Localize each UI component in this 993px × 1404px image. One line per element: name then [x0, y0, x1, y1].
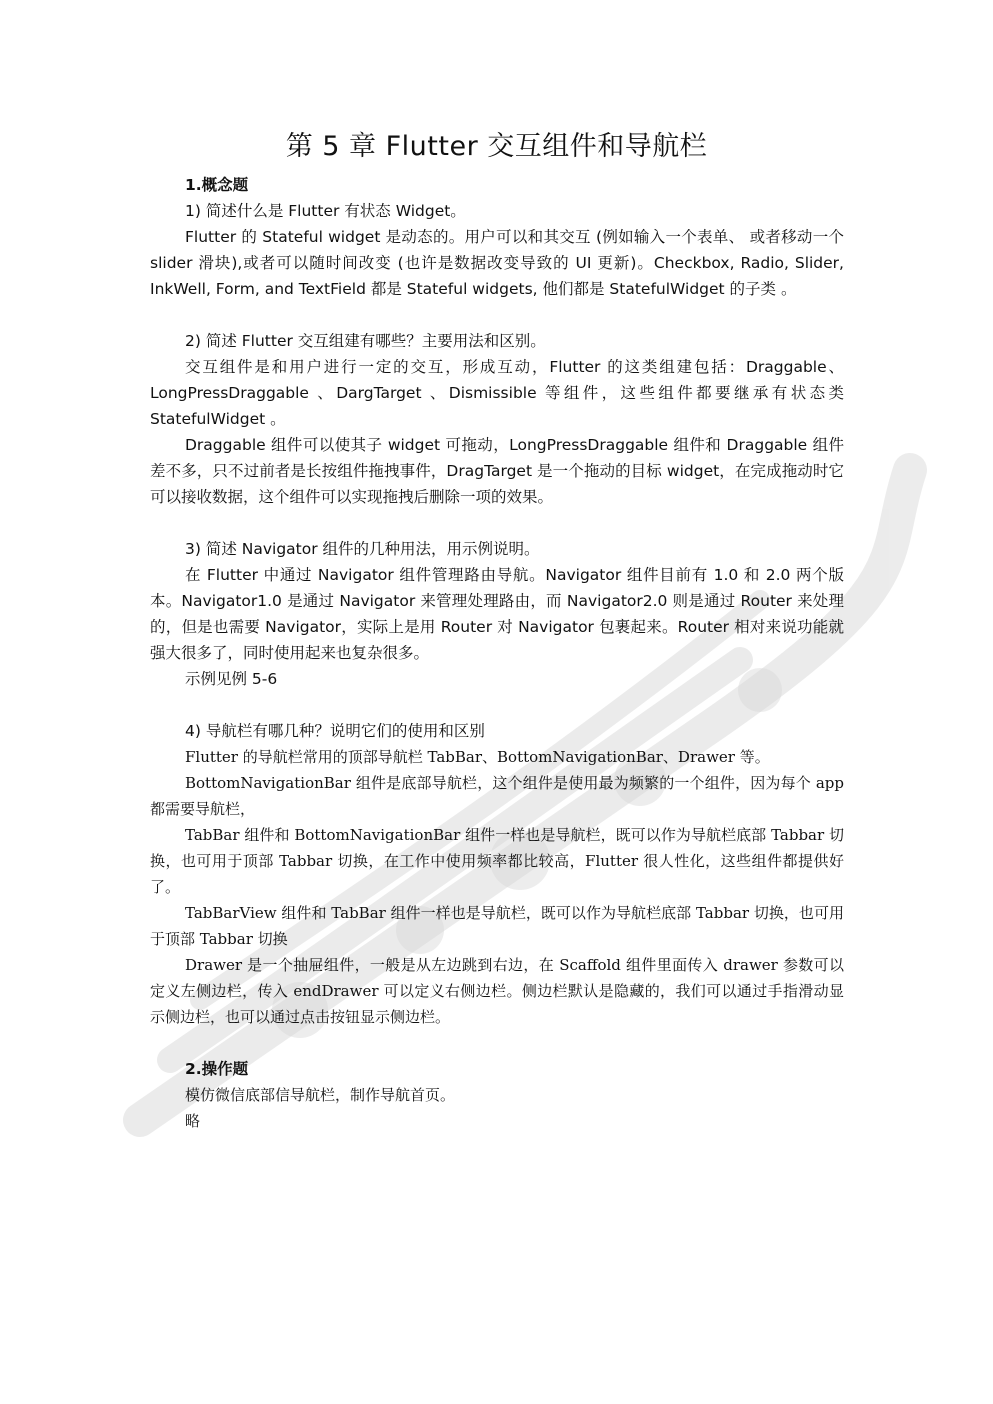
answer-paragraph: Draggable 组件可以使其子 widget 可拖动，LongPressDraggable 组件和 Draggable 组件差不多，只不过前者是长按组件拖拽事件，DragTarget 是一个拖动的目标 widget，在完成拖动时它可以接收数据，这个组件可以实现拖拽后删除一项的效果。: [150, 436, 844, 506]
answer-paragraph: 示例见例 5-6: [185, 670, 278, 688]
question-4: 4) 导航栏有哪几种？说明它们的使用和区别: [185, 722, 485, 740]
answer-paragraph: TabBar 组件和 BottomNavigationBar 组件一样也是导航栏，既可以作为导航栏底部 Tabbar 切换，也可用于顶部 Tabbar 切换，在工作中使用频率都比较高，Flutter 很人性化，这些组件都提供好了。: [150, 826, 844, 896]
answer-paragraph: 在 Flutter 中通过 Navigator 组件管理路由导航。Navigator 组件目前有 1.0 和 2.0 两个版本。Navigator1.0 是通过 Navigator 来管理处理路由，而 Navigator2.0 则是通过 Router 来处理的，但是也需要 Navigator，实际上是用 Router 对 Navigator 包裹起来。Router 相对来说功能就强大很多了，同时使用起来也复杂很多。: [150, 566, 844, 662]
question-2: 2) 简述 Flutter 交互组建有哪些？主要用法和区别。: [185, 332, 546, 350]
answer-paragraph: Flutter 的导航栏常用的顶部导航栏 TabBar、BottomNavigationBar、Drawer 等。: [185, 748, 770, 766]
spacer: [150, 510, 844, 536]
answer-paragraph: Flutter 的 Stateful widget 是动态的。用户可以和其交互 (例如输入一个表单、 或者移动一个 slider 滑块),或者可以随时间改变 (也许是数据改变导致的 UI 更新)。Checkbox, Radio, Slider, InkWell, Form, and TextField 都是 Stateful widgets, 他们都是 StatefulWidget 的子类 。: [150, 228, 844, 298]
spacer: [150, 302, 844, 328]
question-3: 3) 简述 Navigator 组件的几种用法，用示例说明。: [185, 540, 540, 558]
question-1: 1) 简述什么是 Flutter 有状态 Widget。: [185, 202, 466, 220]
section-heading: 2.操作题: [185, 1060, 249, 1078]
answer-paragraph: 模仿微信底部信导航栏，制作导航首页。: [185, 1086, 456, 1104]
answer-paragraph: Drawer 是一个抽屉组件，一般是从左边跳到右边，在 Scaffold 组件里面传入 drawer 参数可以定义左侧边栏，传入 endDrawer 可以定义右侧边栏。侧边栏默认是隐藏的，我们可以通过手指滑动显示侧边栏，也可以通过点击按钮显示侧边栏。: [150, 956, 844, 1026]
spacer: [150, 1030, 844, 1056]
spacer: [150, 692, 844, 718]
page-title: 第 5 章 Flutter 交互组件和导航栏: [285, 131, 708, 162]
answer-paragraph: TabBarView 组件和 TabBar 组件一样也是导航栏，既可以作为导航栏底部 Tabbar 切换，也可用于顶部 Tabbar 切换: [150, 904, 844, 948]
answer-paragraph: 略: [185, 1112, 201, 1130]
answer-paragraph: BottomNavigationBar 组件是底部导航栏，这个组件是使用最为频繁的一个组件，因为每个 app 都需要导航栏，: [150, 774, 844, 818]
document-body: [150, 172, 844, 1134]
section-heading: 1.概念题: [185, 176, 249, 194]
answer-paragraph: 交互组件是和用户进行一定的交互，形成互动，Flutter 的这类组建包括：Draggable、LongPressDraggable 、DargTarget 、Dismissible 等组件，这些组件都要继承有状态类 StatefulWidget 。: [150, 358, 844, 428]
